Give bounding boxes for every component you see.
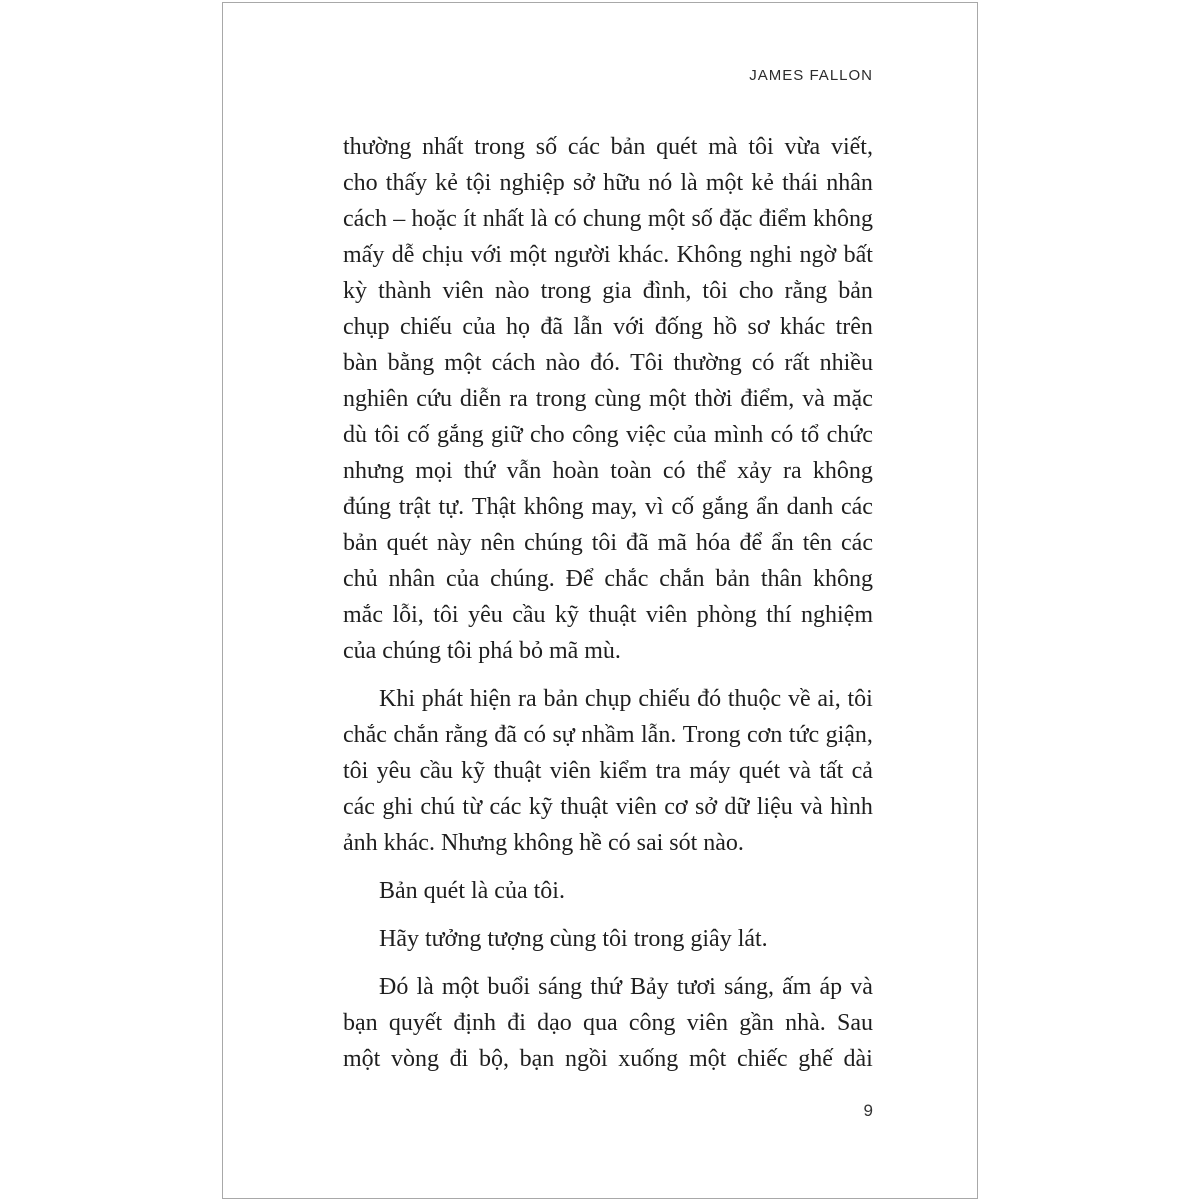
text-line: cách – hoặc ít nhất là có chung một số đặc điểm không (343, 206, 873, 232)
text-block (343, 129, 873, 1077)
text-line: thường nhất trong số các bản quét mà tôi vừa viết, (343, 134, 873, 160)
text-line: tôi yêu cầu kỹ thuật viên kiểm tra máy quét và tất cả (343, 758, 873, 784)
text-line: ảnh khác. Nhưng không hề có sai sót nào. (343, 830, 744, 856)
page-number: 9 (863, 1101, 873, 1120)
text-line: bàn bằng một cách nào đó. Tôi thường có rất nhiều (343, 350, 873, 376)
book-page (222, 2, 978, 1199)
text-line: chủ nhân của chúng. Để chắc chắn bản thân không (343, 566, 873, 592)
paragraph (343, 969, 873, 1077)
text-line: bạn quyết định đi dạo qua công viên gần nhà. Sau (343, 1010, 873, 1036)
paragraph (343, 681, 873, 861)
text-line: chắc chắn rằng đã có sự nhầm lẫn. Trong cơn tức giận, (343, 722, 873, 748)
text-line: nhưng mọi thứ vẫn hoàn toàn có thể xảy ra không (343, 458, 873, 484)
paragraph (343, 129, 873, 669)
text-line: các ghi chú từ các kỹ thuật viên cơ sở dữ liệu và hình (343, 794, 873, 820)
text-line: mấy dễ chịu với một người khác. Không nghi ngờ bất (343, 242, 873, 268)
text-line: đúng trật tự. Thật không may, vì cố gắng ẩn danh các (343, 494, 873, 520)
text-line: Bản quét là của tôi. (379, 878, 565, 904)
text-line: mắc lỗi, tôi yêu cầu kỹ thuật viên phòng thí nghiệm (343, 602, 873, 628)
text-line: của chúng tôi phá bỏ mã mù. (343, 638, 621, 664)
text-line: Hãy tưởng tượng cùng tôi trong giây lát. (379, 926, 768, 952)
text-line: Đó là một buổi sáng thứ Bảy tươi sáng, ấm áp và (379, 974, 873, 1000)
text-line: cho thấy kẻ tội nghiệp sở hữu nó là một kẻ thái nhân (343, 170, 873, 196)
paragraph (343, 921, 873, 957)
text-line: kỳ thành viên nào trong gia đình, tôi cho rằng bản (343, 278, 873, 304)
text-line: nghiên cứu diễn ra trong cùng một thời điểm, và mặc (343, 386, 873, 412)
paragraph (343, 873, 873, 909)
text-line: Khi phát hiện ra bản chụp chiếu đó thuộc về ai, tôi (379, 686, 873, 712)
text-line: bản quét này nên chúng tôi đã mã hóa để ẩn tên các (343, 530, 873, 556)
running-header: JAMES FALLON (749, 67, 873, 84)
text-line: chụp chiếu của họ đã lẫn với đống hồ sơ khác trên (343, 314, 873, 340)
text-line: một vòng đi bộ, bạn ngồi xuống một chiếc ghế dài (343, 1046, 873, 1072)
text-line: dù tôi cố gắng giữ cho công việc của mình có tổ chức (343, 422, 873, 448)
